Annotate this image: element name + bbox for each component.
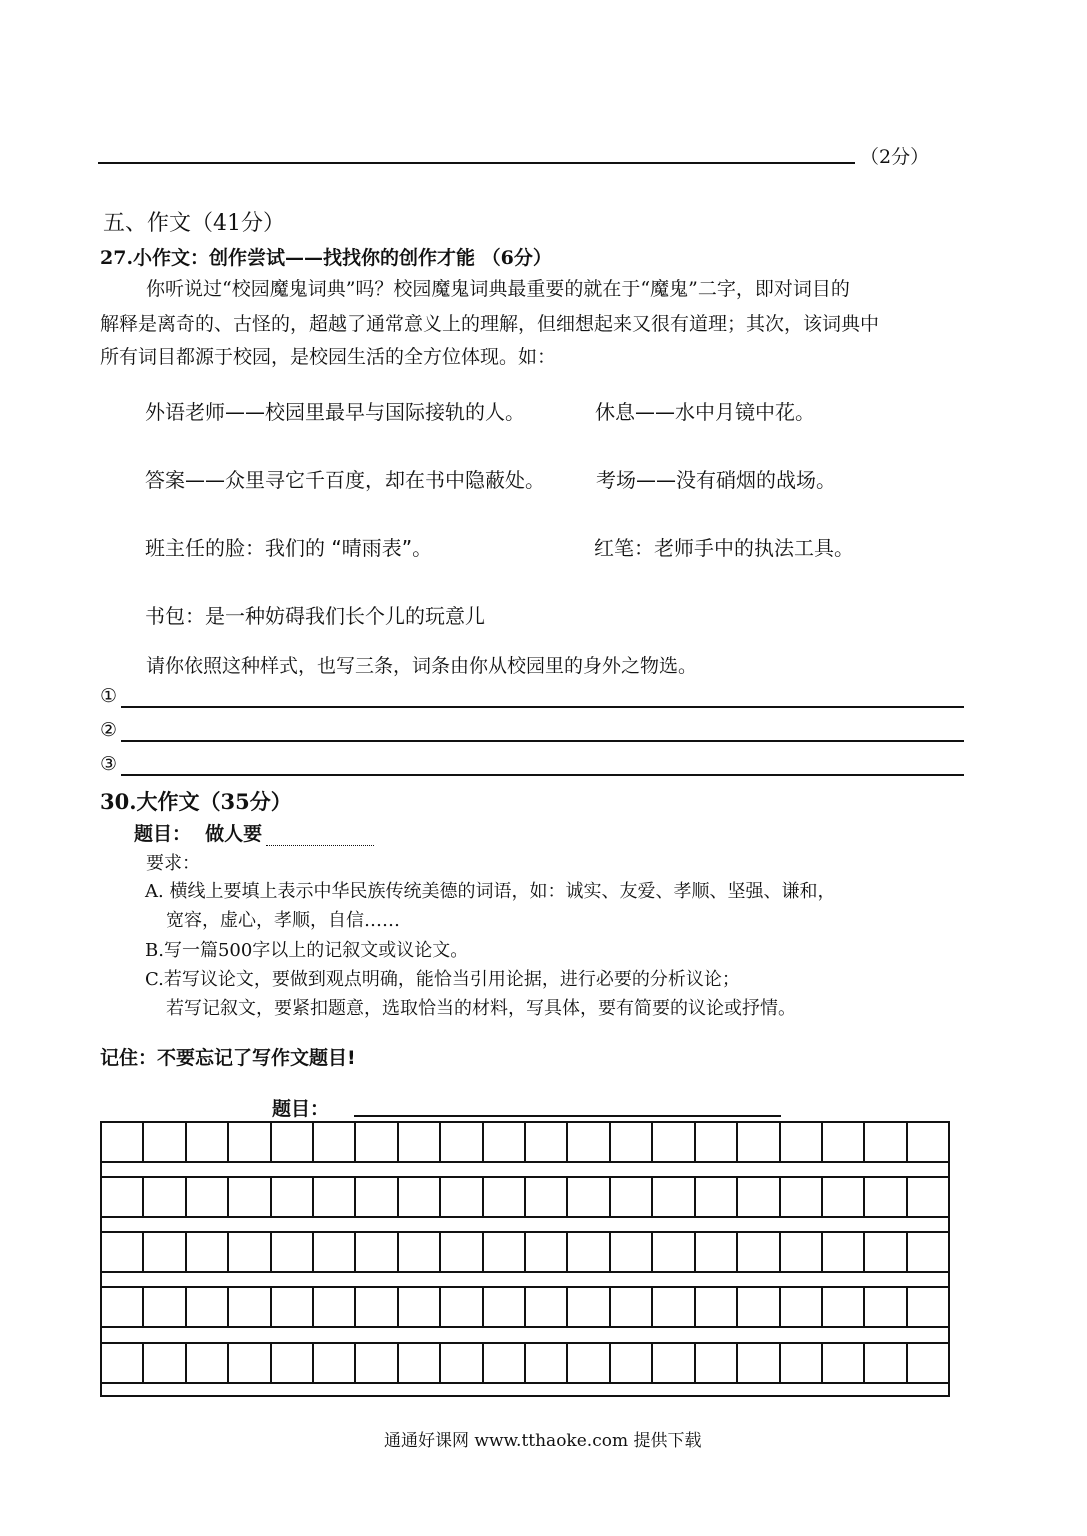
grid-cell[interactable] (738, 1123, 780, 1161)
requirements-label: 要求： (146, 853, 200, 874)
answer-mark-3: ③ (100, 753, 118, 775)
footer-text: 通通好课网 www.tthaoke.com 提供下载 (384, 1431, 702, 1451)
example-1-left: 外语老师——校园里最早与国际接轨的人。 (145, 400, 525, 424)
grid-cell[interactable] (526, 1123, 568, 1161)
grid-cell[interactable] (653, 1288, 695, 1326)
grid-row (100, 1176, 950, 1218)
grid-cell[interactable] (144, 1288, 186, 1326)
grid-cell[interactable] (102, 1288, 144, 1326)
answer-mark-2: ② (100, 719, 118, 741)
grid-cell[interactable] (229, 1344, 271, 1382)
example-4-left: 书包：是一种妨碍我们长个儿的玩意儿 (145, 604, 485, 628)
grid-cell[interactable] (356, 1233, 398, 1271)
grid-cell[interactable] (568, 1233, 610, 1271)
answer-mark-1: ① (100, 685, 118, 707)
grid-cell[interactable] (696, 1344, 738, 1382)
grid-cell[interactable] (865, 1233, 907, 1271)
grid-row (100, 1121, 950, 1163)
grid-cell[interactable] (356, 1178, 398, 1216)
grid-cell[interactable] (908, 1233, 948, 1271)
essay-title-line[interactable] (354, 1115, 781, 1117)
grid-cell[interactable] (187, 1344, 229, 1382)
grid-cell[interactable] (187, 1288, 229, 1326)
q27-instruction: 请你依照这种样式，也写三条，词条由你从校园里的身外之物选。 (146, 655, 698, 677)
answer-line-1[interactable] (121, 706, 964, 708)
grid-cell[interactable] (272, 1288, 314, 1326)
grid-cell[interactable] (865, 1123, 907, 1161)
grid-cell[interactable] (144, 1344, 186, 1382)
q30-topic (134, 819, 374, 846)
grid-cell[interactable] (441, 1288, 483, 1326)
grid-cell[interactable] (653, 1233, 695, 1271)
grid-cell[interactable] (823, 1344, 865, 1382)
requirement-c-line-2: 若写记叙文，要紧扣题意，选取恰当的材料，写具体，要有简要的议论或抒情。 (166, 998, 796, 1019)
answer-blank-line[interactable] (98, 162, 855, 164)
answer-line-3[interactable] (121, 774, 964, 776)
grid-cell[interactable] (356, 1344, 398, 1382)
example-1-right: 休息——水中月镜中花。 (595, 400, 815, 424)
grid-cell[interactable] (484, 1123, 526, 1161)
q27-intro-line-1: 你听说过“校园魔鬼词典”吗？校园魔鬼词典最重要的就在于“魔鬼”二字，即对词目的 (146, 278, 850, 300)
example-2-right: 考场——没有硝烟的战场。 (596, 468, 836, 492)
grid-cell[interactable] (102, 1233, 144, 1271)
grid-cell[interactable] (272, 1344, 314, 1382)
grid-cell[interactable] (314, 1233, 356, 1271)
topic-text: 做人要 (205, 823, 263, 845)
grid-cell[interactable] (441, 1178, 483, 1216)
grid-cell[interactable] (272, 1178, 314, 1216)
example-3-right: 红笔：老师手中的执法工具。 (594, 536, 854, 560)
grid-cell[interactable] (526, 1233, 568, 1271)
grid-cell[interactable] (526, 1178, 568, 1216)
grid-cell[interactable] (908, 1178, 948, 1216)
example-2-left: 答案——众里寻它千百度，却在书中隐蔽处。 (145, 468, 545, 492)
q30-title: 30.大作文（35分） (100, 789, 292, 814)
grid-cell[interactable] (441, 1233, 483, 1271)
grid-cell[interactable] (908, 1344, 948, 1382)
grid-cell[interactable] (272, 1233, 314, 1271)
grid-cell[interactable] (611, 1123, 653, 1161)
grid-cell[interactable] (908, 1288, 948, 1326)
grid-cell[interactable] (738, 1344, 780, 1382)
grid-cell[interactable] (823, 1123, 865, 1161)
grid-cell[interactable] (399, 1288, 441, 1326)
grid-cell[interactable] (229, 1233, 271, 1271)
grid-cell[interactable] (865, 1178, 907, 1216)
grid-cell[interactable] (611, 1233, 653, 1271)
grid-cell[interactable] (102, 1178, 144, 1216)
grid-row (100, 1286, 950, 1328)
grid-cell[interactable] (653, 1178, 695, 1216)
grid-cell[interactable] (568, 1344, 610, 1382)
requirement-c-line-1: C.若写议论文，要做到观点明确，能恰当引用论据，进行必要的分析议论； (145, 969, 740, 990)
grid-cell[interactable] (441, 1344, 483, 1382)
grid-cell[interactable] (484, 1288, 526, 1326)
grid-cell[interactable] (144, 1123, 186, 1161)
grid-row (100, 1231, 950, 1273)
grid-cell[interactable] (568, 1288, 610, 1326)
grid-row (100, 1342, 950, 1384)
grid-cell[interactable] (399, 1344, 441, 1382)
topic-blank[interactable] (266, 827, 374, 846)
grid-cell[interactable] (314, 1344, 356, 1382)
grid-cell[interactable] (229, 1288, 271, 1326)
grid-cell[interactable] (696, 1123, 738, 1161)
grid-cell[interactable] (738, 1288, 780, 1326)
grid-cell[interactable] (356, 1288, 398, 1326)
grid-cell[interactable] (399, 1123, 441, 1161)
grid-cell[interactable] (229, 1178, 271, 1216)
grid-cell[interactable] (314, 1178, 356, 1216)
grid-cell[interactable] (526, 1288, 568, 1326)
grid-cell[interactable] (823, 1288, 865, 1326)
essay-title-label: 题目： (272, 1098, 330, 1120)
grid-cell[interactable] (568, 1123, 610, 1161)
grid-cell[interactable] (356, 1123, 398, 1161)
grid-cell[interactable] (314, 1123, 356, 1161)
section-heading: 五、作文（41分） (103, 211, 285, 236)
topic-label: 题目： (134, 823, 192, 845)
grid-cell[interactable] (908, 1123, 948, 1161)
requirement-a-line-1: A. 横线上要填上表示中华民族传统美德的词语，如：诚实、友爱、孝顺、坚强、谦和， (145, 881, 836, 902)
grid-cell[interactable] (144, 1233, 186, 1271)
grid-cell[interactable] (653, 1344, 695, 1382)
grid-cell[interactable] (781, 1123, 823, 1161)
grid-cell[interactable] (696, 1178, 738, 1216)
grid-cell[interactable] (187, 1178, 229, 1216)
grid-cell[interactable] (484, 1178, 526, 1216)
grid-cell[interactable] (484, 1344, 526, 1382)
requirement-a-line-2: 宽容，虚心，孝顺，自信…… (166, 910, 400, 931)
grid-cell[interactable] (865, 1288, 907, 1326)
grid-cell[interactable] (229, 1123, 271, 1161)
grid-cell[interactable] (102, 1344, 144, 1382)
grid-cell[interactable] (187, 1233, 229, 1271)
grid-cell[interactable] (823, 1178, 865, 1216)
grid-cell[interactable] (526, 1344, 568, 1382)
grid-cell[interactable] (272, 1123, 314, 1161)
grid-cell[interactable] (781, 1178, 823, 1216)
grid-cell[interactable] (314, 1288, 356, 1326)
grid-cell[interactable] (653, 1123, 695, 1161)
grid-cell[interactable] (611, 1178, 653, 1216)
grid-cell[interactable] (187, 1123, 229, 1161)
grid-cell[interactable] (568, 1178, 610, 1216)
grid-cell[interactable] (738, 1233, 780, 1271)
grid-cell[interactable] (144, 1178, 186, 1216)
grid-cell[interactable] (611, 1344, 653, 1382)
grid-cell[interactable] (823, 1233, 865, 1271)
grid-cell[interactable] (696, 1233, 738, 1271)
score-label: （2分） (860, 146, 930, 168)
grid-cell[interactable] (441, 1123, 483, 1161)
reminder: 记住：不要忘记了写作文题目! (100, 1047, 356, 1069)
q27-intro-line-2: 解释是离奇的、古怪的，超越了通常意义上的理解，但细想起来又很有道理；其次，该词典中 (100, 313, 880, 335)
grid-cell[interactable] (611, 1288, 653, 1326)
grid-cell[interactable] (781, 1233, 823, 1271)
grid-cell[interactable] (738, 1178, 780, 1216)
answer-line-2[interactable] (121, 740, 964, 742)
grid-cell[interactable] (484, 1233, 526, 1271)
grid-cell[interactable] (399, 1233, 441, 1271)
grid-cell[interactable] (781, 1344, 823, 1382)
q27-intro-line-3: 所有词目都源于校园，是校园生活的全方位体现。如： (100, 346, 557, 368)
grid-cell[interactable] (781, 1288, 823, 1326)
q27-title: 27.小作文：创作尝试——找找你的创作才能 （6分） (100, 247, 552, 269)
grid-cell[interactable] (865, 1344, 907, 1382)
example-3-left: 班主任的脸：我们的 “晴雨表”。 (145, 536, 433, 560)
requirement-b: B.写一篇500字以上的记叙文或议论文。 (145, 940, 469, 961)
grid-cell[interactable] (696, 1288, 738, 1326)
grid-cell[interactable] (102, 1123, 144, 1161)
grid-cell[interactable] (399, 1178, 441, 1216)
